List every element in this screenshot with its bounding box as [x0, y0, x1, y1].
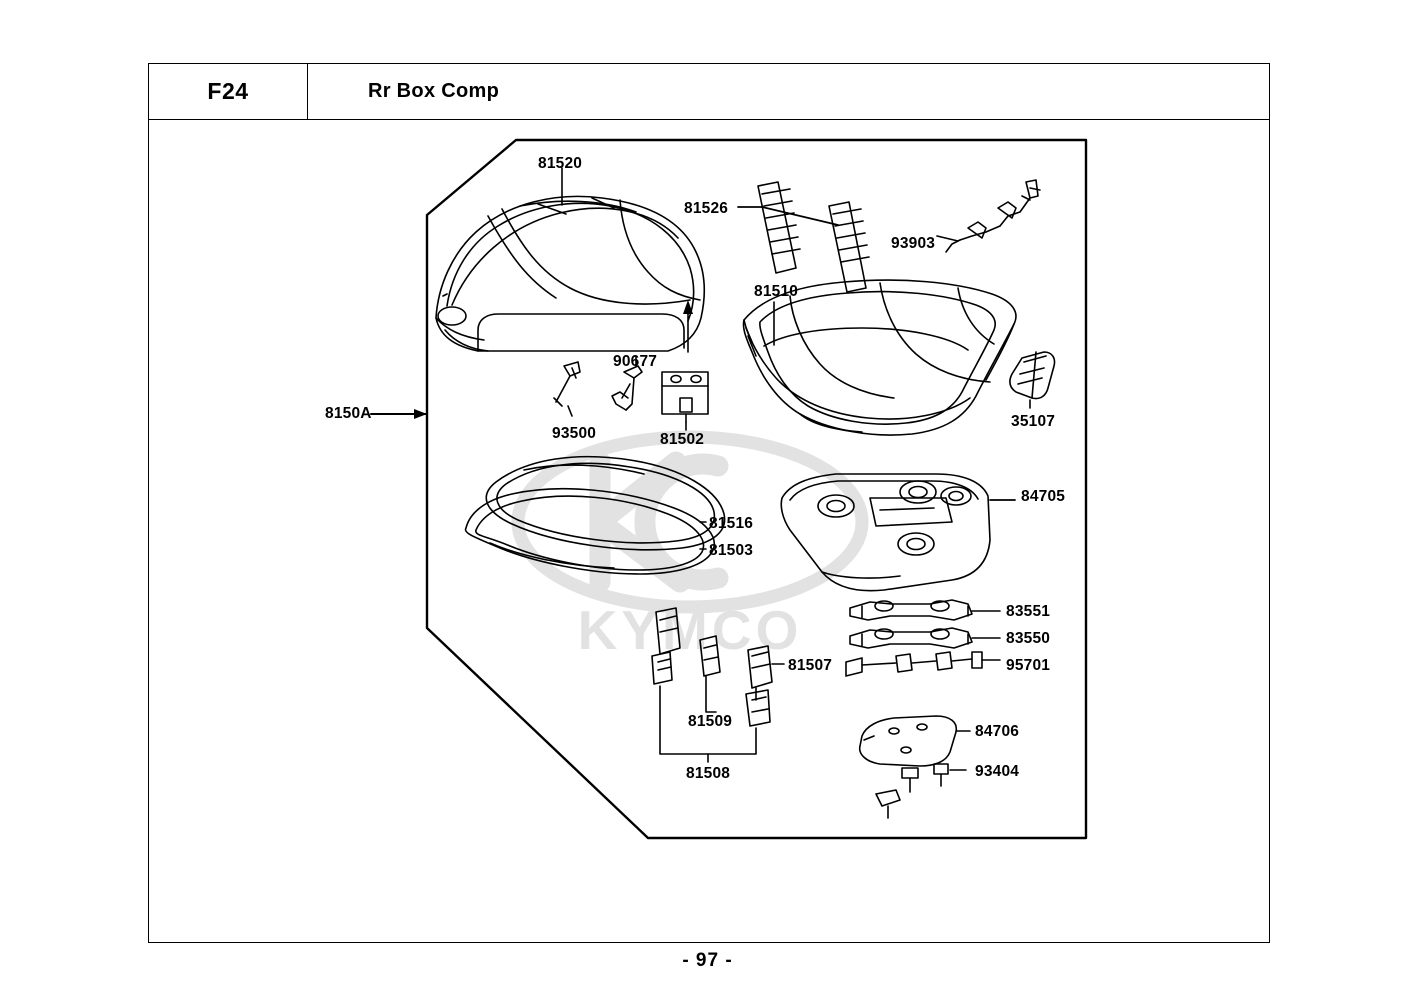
part-84706-plate [860, 716, 957, 766]
part-93404-bolt [876, 764, 948, 818]
part-90677-clip [612, 366, 642, 410]
callout-81516: 81516 [709, 515, 754, 532]
part-81502-bracket [662, 372, 708, 422]
callout-81509: 81509 [688, 713, 733, 730]
part-81516-pad [486, 457, 724, 550]
part-93903-clips [946, 180, 1040, 252]
part-84705-base-plate [781, 474, 990, 591]
callout-8150A: 8150A [325, 405, 372, 422]
part-93500-screw [554, 362, 580, 406]
part-95701-bolt-set [846, 652, 982, 676]
part-35107-grommet [1010, 352, 1055, 399]
callout-84705: 84705 [1021, 488, 1066, 505]
part-83550-hinge-rod [850, 628, 972, 648]
sheet-code: F24 [207, 78, 249, 104]
part-81509-latch [652, 608, 720, 684]
callout-90677: 90677 [613, 353, 658, 370]
page-number: - 97 - [682, 950, 733, 971]
part-81510-box-body [743, 280, 1015, 435]
callout-81503: 81503 [709, 542, 754, 559]
callout-81510: 81510 [754, 283, 799, 300]
part-81503-gasket [466, 489, 715, 574]
callout-81520: 81520 [538, 155, 583, 172]
callout-93903: 93903 [891, 235, 936, 252]
callout-83550: 83550 [1006, 630, 1051, 647]
callout-83551: 83551 [1006, 603, 1051, 620]
callout-93500: 93500 [552, 425, 597, 442]
page-title: Rr Box Comp [368, 80, 500, 102]
callout-81502: 81502 [660, 431, 705, 448]
part-83551-hinge-rod [850, 600, 972, 620]
part-81507-latch [746, 646, 772, 726]
callout-81526: 81526 [684, 200, 729, 217]
callout-81507: 81507 [788, 657, 833, 674]
part-81520-box-lid [436, 196, 704, 351]
callout-84706: 84706 [975, 723, 1020, 740]
callout-95701: 95701 [1006, 657, 1051, 674]
part-81526-strips [758, 182, 869, 292]
callout-81508: 81508 [686, 765, 731, 782]
watermark-text: KYMCO [577, 599, 803, 661]
callout-35107: 35107 [1011, 413, 1056, 430]
callout-93404: 93404 [975, 763, 1020, 780]
